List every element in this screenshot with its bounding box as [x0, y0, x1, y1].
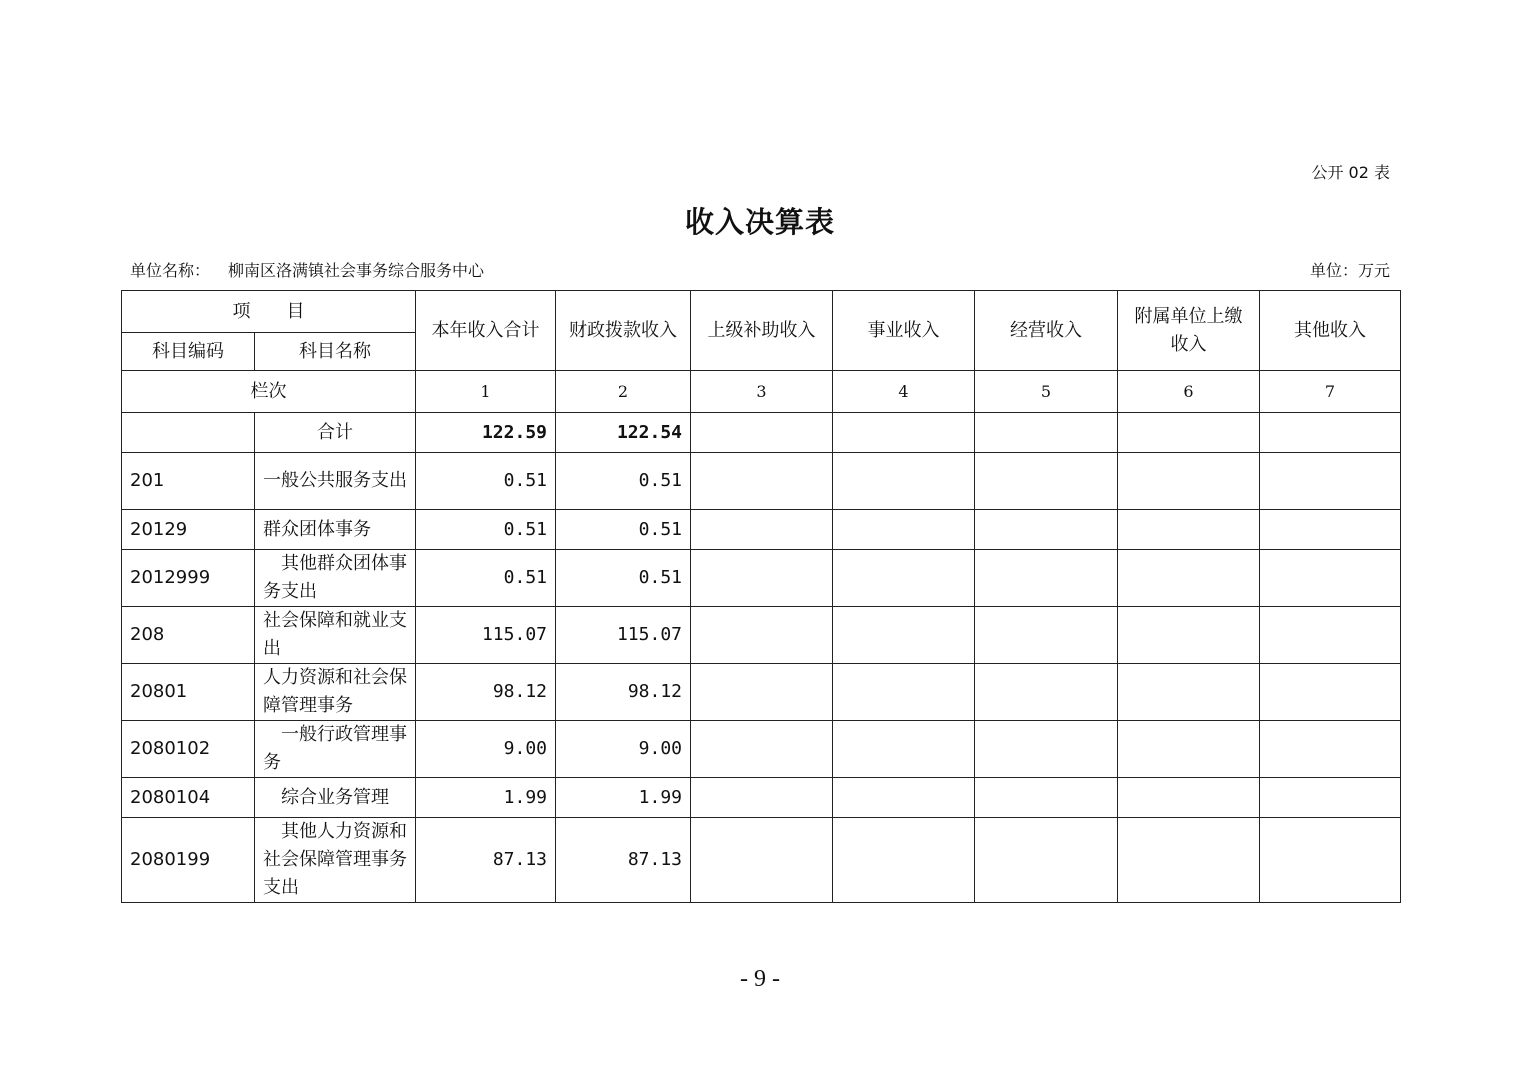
row-name: 一般公共服务支出 [255, 453, 416, 510]
row-cell [691, 778, 833, 818]
row-cell [975, 607, 1118, 664]
row-fiscal: 87.13 [556, 818, 691, 903]
unit-name: 柳南区洛满镇社会事务综合服务中心 [228, 261, 485, 280]
row-cell [833, 721, 975, 778]
total-amount: 122.59 [416, 413, 556, 453]
row-name: 其他群众团体事务支出 [255, 550, 416, 607]
header-code: 科目编码 [122, 333, 255, 371]
row-cell [1118, 818, 1260, 903]
column-index-5: 5 [975, 371, 1118, 413]
row-fiscal: 0.51 [556, 550, 691, 607]
page-title: 收入决算表 [684, 205, 835, 239]
row-cell [691, 721, 833, 778]
row-cell [1260, 818, 1401, 903]
table-row [122, 818, 1401, 903]
column-index-2: 2 [556, 371, 691, 413]
currency-unit: 单位：万元 [1309, 261, 1390, 280]
row-total: 9.00 [416, 721, 556, 778]
header-subsidy: 上级补助收入 [691, 291, 833, 371]
row-name: 群众团体事务 [255, 510, 416, 550]
row-cell [975, 778, 1118, 818]
row-cell [691, 453, 833, 510]
header-business: 事业收入 [833, 291, 975, 371]
table-row [122, 550, 1401, 607]
total-operating [975, 413, 1118, 453]
row-total: 115.07 [416, 607, 556, 664]
row-cell [975, 510, 1118, 550]
total-label: 合计 [255, 413, 416, 453]
total-subsidy [691, 413, 833, 453]
row-cell [1118, 550, 1260, 607]
row-cell [1260, 550, 1401, 607]
row-cell [691, 510, 833, 550]
row-fiscal: 1.99 [556, 778, 691, 818]
row-fiscal: 0.51 [556, 510, 691, 550]
row-code: 2080102 [122, 721, 255, 778]
row-cell [833, 664, 975, 721]
row-cell [833, 607, 975, 664]
unit-name-label: 单位名称： [130, 261, 211, 280]
row-cell [833, 453, 975, 510]
column-index-1: 1 [416, 371, 556, 413]
row-cell [1118, 510, 1260, 550]
row-fiscal: 98.12 [556, 664, 691, 721]
header-operating: 经营收入 [975, 291, 1118, 371]
table-code: 公开 02 表 [1311, 163, 1390, 182]
row-total: 87.13 [416, 818, 556, 903]
table-row [122, 778, 1401, 818]
income-statement-table [121, 290, 1401, 903]
header-total: 本年收入合计 [416, 291, 556, 371]
header-name: 科目名称 [255, 333, 416, 371]
row-fiscal: 0.51 [556, 453, 691, 510]
header-affiliate: 附属单位上缴收入 [1118, 291, 1260, 371]
header-fiscal: 财政拨款收入 [556, 291, 691, 371]
table-row [122, 453, 1401, 510]
row-cell [691, 664, 833, 721]
row-cell [975, 721, 1118, 778]
total-affiliate [1118, 413, 1260, 453]
row-cell [1260, 664, 1401, 721]
column-index-7: 7 [1260, 371, 1401, 413]
total-code [122, 413, 255, 453]
header-other: 其他收入 [1260, 291, 1401, 371]
row-cell [691, 818, 833, 903]
row-cell [1260, 778, 1401, 818]
total-business [833, 413, 975, 453]
row-code: 208 [122, 607, 255, 664]
row-cell [1118, 453, 1260, 510]
table-row [122, 721, 1401, 778]
row-cell [833, 778, 975, 818]
row-cell [1260, 510, 1401, 550]
row-cell [691, 550, 833, 607]
header-item: 项 目 [122, 291, 416, 333]
row-cell [833, 818, 975, 903]
total-row [122, 413, 1401, 453]
row-cell [975, 664, 1118, 721]
column-index-6: 6 [1118, 371, 1260, 413]
row-cell [975, 550, 1118, 607]
row-cell [1118, 607, 1260, 664]
row-name: 一般行政管理事务 [255, 721, 416, 778]
table-row [122, 607, 1401, 664]
row-cell [1118, 721, 1260, 778]
table-row [122, 664, 1401, 721]
total-fiscal: 122.54 [556, 413, 691, 453]
row-code: 20801 [122, 664, 255, 721]
row-name: 社会保障和就业支出 [255, 607, 416, 664]
row-total: 98.12 [416, 664, 556, 721]
row-cell [1260, 607, 1401, 664]
row-cell [975, 453, 1118, 510]
row-cell [1260, 721, 1401, 778]
row-code: 2080199 [122, 818, 255, 903]
page-number: - 9 - [740, 966, 780, 992]
row-cell [691, 607, 833, 664]
row-cell [1260, 453, 1401, 510]
row-name: 人力资源和社会保障管理事务 [255, 664, 416, 721]
table-row [122, 510, 1401, 550]
column-index-row [122, 371, 1401, 413]
unit-name-line [130, 258, 484, 281]
row-code: 2012999 [122, 550, 255, 607]
row-code: 2080104 [122, 778, 255, 818]
column-index-label: 栏次 [122, 371, 416, 413]
row-total: 0.51 [416, 510, 556, 550]
row-name: 其他人力资源和社会保障管理事务支出 [255, 818, 416, 903]
row-code: 20129 [122, 510, 255, 550]
header-row-1 [122, 291, 1401, 333]
row-fiscal: 9.00 [556, 721, 691, 778]
row-cell [1118, 778, 1260, 818]
row-fiscal: 115.07 [556, 607, 691, 664]
row-cell [975, 818, 1118, 903]
row-code: 201 [122, 453, 255, 510]
column-index-4: 4 [833, 371, 975, 413]
row-cell [833, 550, 975, 607]
row-total: 1.99 [416, 778, 556, 818]
row-total: 0.51 [416, 453, 556, 510]
row-total: 0.51 [416, 550, 556, 607]
row-cell [833, 510, 975, 550]
row-name: 综合业务管理 [255, 778, 416, 818]
row-cell [1118, 664, 1260, 721]
total-other [1260, 413, 1401, 453]
column-index-3: 3 [691, 371, 833, 413]
